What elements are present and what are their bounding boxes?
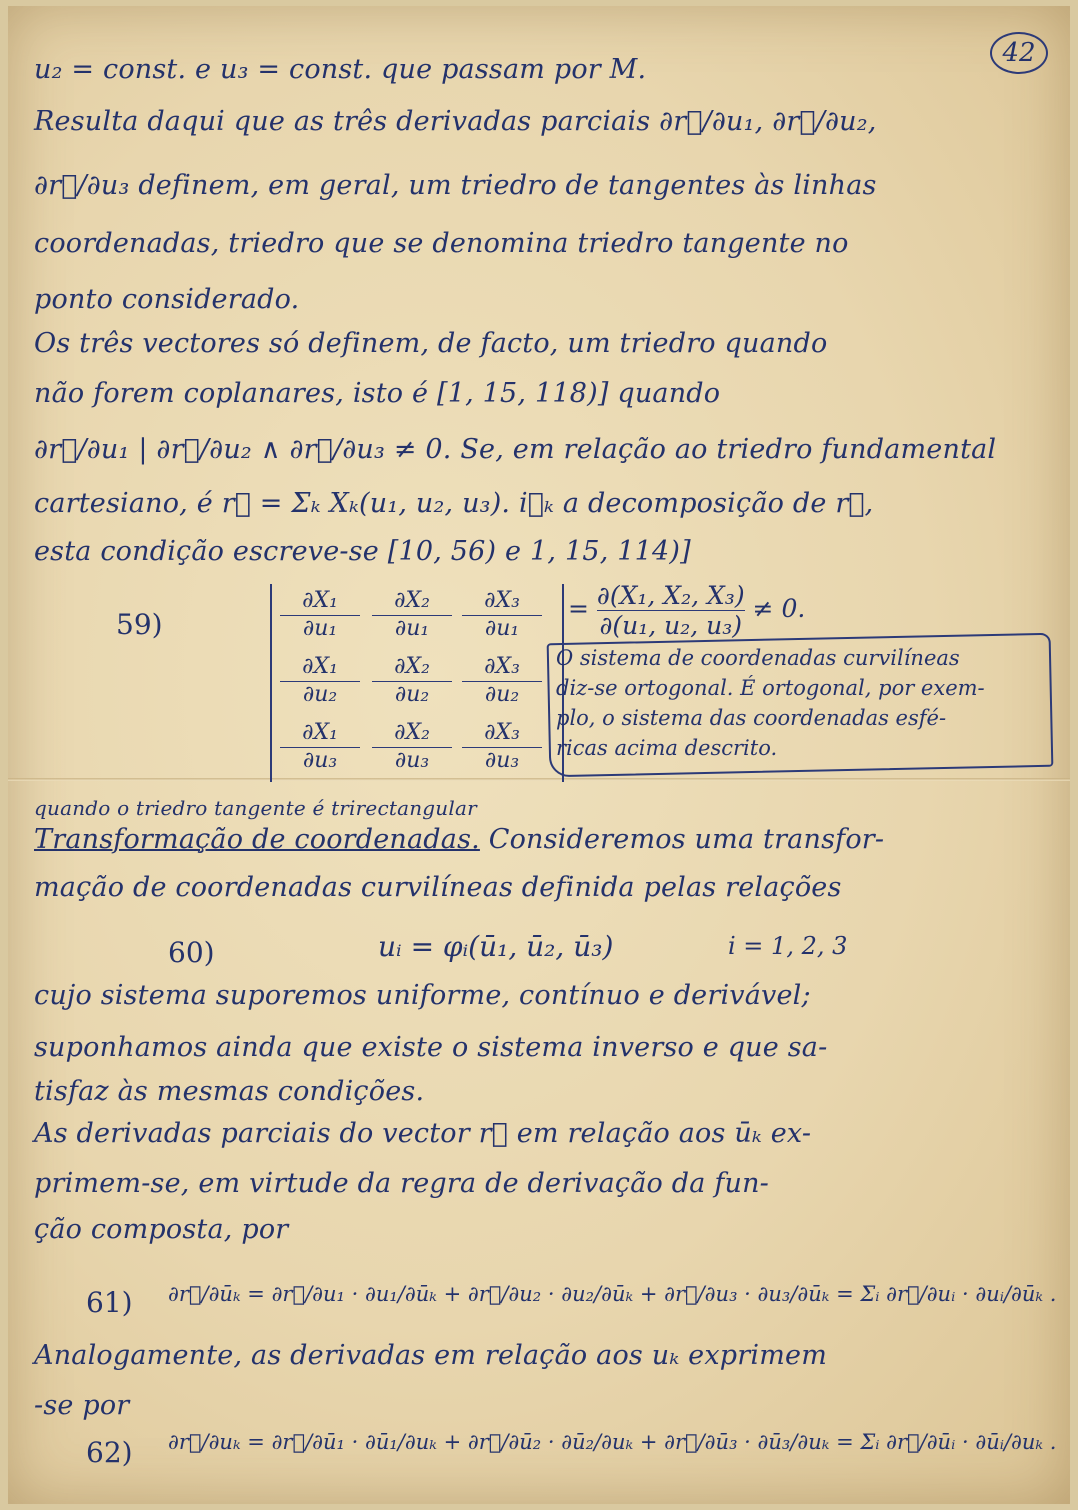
- matrix-cell: ∂X₂ ∂u₁: [372, 588, 452, 641]
- equation-60-range: i = 1, 2, 3: [728, 932, 848, 960]
- text-line: Os três vectores só definem, de facto, um triedro quando: [34, 328, 828, 359]
- text-line: As derivadas parciais do vector r⃗ em relação aos ūₖ ex-: [34, 1118, 812, 1149]
- section-heading: Transformação de coordenadas.: [34, 824, 480, 855]
- section-text: Consideremos uma transfor-: [488, 824, 885, 855]
- side-note-line: plo, o sistema das coordenadas esfé-: [556, 706, 947, 730]
- jacobian-expression: = $\frac{\text{∂(X₁, X₂, X₃)}}{\text{∂(u₁, u₂, u₃)}}$ ≠ 0.: [568, 581, 806, 640]
- text-line: primem-se, em virtude da regra de derivação da fun-: [34, 1168, 770, 1199]
- matrix-cell: ∂X₁ ∂u₂: [280, 654, 360, 707]
- equation-label: 62): [86, 1436, 133, 1469]
- jacobian-denominator: ∂(u₁, u₂, u₃): [597, 610, 745, 640]
- text-line: mação de coordenadas curvilíneas definida pelas relações: [34, 872, 842, 903]
- equation-label: 60): [168, 936, 215, 969]
- insert-line: quando o triedro tangente é trirectangular: [34, 796, 477, 820]
- text-line: ponto considerado.: [34, 284, 300, 315]
- text-line: Analogamente, as derivadas em relação aos uₖ exprimem: [34, 1340, 827, 1371]
- equation-62: ∂r⃗/∂uₖ = ∂r⃗/∂ū₁ · ∂ū₁/∂uₖ + ∂r⃗/∂ū₂ · ∂ū₂/∂uₖ + ∂r⃗/∂ū₃ · ∂ū₃/∂uₖ = Σᵢ ∂r⃗/∂ūᵢ · ∂ūᵢ/∂uₖ .: [168, 1430, 1057, 1454]
- matrix-cell: ∂X₁ ∂u₁: [280, 588, 360, 641]
- side-note-line: ricas acima descrito.: [556, 736, 778, 760]
- section-line: [34, 824, 884, 855]
- side-note-line: O sistema de coordenadas curvilíneas: [556, 646, 960, 670]
- matrix-cell: ∂X₁ ∂u₃: [280, 720, 360, 773]
- page-number: 42: [990, 32, 1048, 74]
- matrix-cell: ∂X₂ ∂u₂: [372, 654, 452, 707]
- equation-label: 59): [116, 608, 163, 641]
- matrix-cell: ∂X₃ ∂u₃: [462, 720, 542, 773]
- text-line: ∂r⃗/∂u₁ | ∂r⃗/∂u₂ ∧ ∂r⃗/∂u₃ ≠ 0. Se, em relação ao triedro fundamental: [34, 434, 997, 465]
- equation-label: 61): [86, 1286, 133, 1319]
- text-line: suponhamos ainda que existe o sistema inverso e que sa-: [34, 1032, 828, 1063]
- matrix-cell: ∂X₂ ∂u₃: [372, 720, 452, 773]
- side-note-line: diz-se ortogonal. É ortogonal, por exem-: [556, 676, 985, 700]
- text-line: coordenadas, triedro que se denomina triedro tangente no: [34, 228, 849, 259]
- equation-61: ∂r⃗/∂ūₖ = ∂r⃗/∂u₁ · ∂u₁/∂ūₖ + ∂r⃗/∂u₂ · ∂u₂/∂ūₖ + ∂r⃗/∂u₃ · ∂u₃/∂ūₖ = Σᵢ ∂r⃗/∂uᵢ · ∂uᵢ/∂ūₖ .: [168, 1282, 1057, 1306]
- jacobian-relation: ≠ 0.: [752, 594, 806, 623]
- text-line: não forem coplanares, isto é [1, 15, 118)] quando: [34, 378, 721, 409]
- text-line: u₂ = const. e u₃ = const. que passam por M.: [34, 54, 647, 85]
- matrix-cell: ∂X₃ ∂u₁: [462, 588, 542, 641]
- text-line: Resulta daqui que as três derivadas parciais ∂r⃗/∂u₁, ∂r⃗/∂u₂,: [34, 106, 877, 137]
- text-line: cujo sistema suporemos uniforme, contínuo e derivável;: [34, 980, 811, 1011]
- matrix-cell: ∂X₃ ∂u₂: [462, 654, 542, 707]
- text-line: ∂r⃗/∂u₃ definem, em geral, um triedro de tangentes às linhas: [34, 170, 877, 201]
- text-line: tisfaz às mesmas condições.: [34, 1076, 425, 1107]
- text-line: esta condição escreve-se [10, 56) e 1, 15, 114)]: [34, 536, 691, 567]
- text-line: -se por: [34, 1390, 130, 1421]
- text-line: cartesiano, é r⃗ = Σₖ Xₖ(u₁, u₂, u₃). i⃗ₖ a decomposição de r⃗,: [34, 488, 874, 519]
- equation-60: uᵢ = φᵢ(ū₁, ū₂, ū₃): [378, 930, 614, 963]
- manuscript-page: [8, 6, 1070, 1504]
- jacobian-determinant: [270, 584, 564, 782]
- text-line: ção composta, por: [34, 1214, 289, 1245]
- jacobian-numerator: ∂(X₁, X₂, X₃): [596, 581, 745, 610]
